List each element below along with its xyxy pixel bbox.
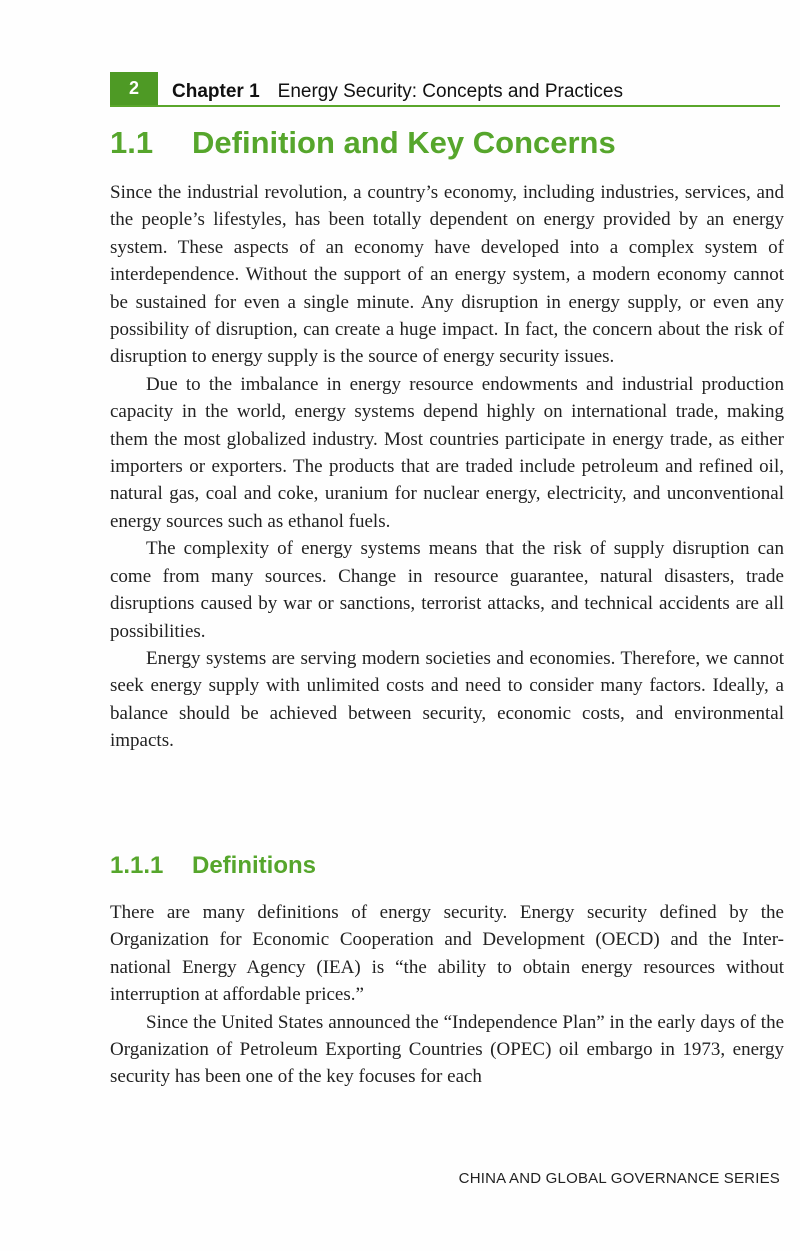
section-title: Definition and Key Concerns [192, 125, 616, 160]
subsection-body [110, 899, 784, 1091]
paragraph: There are many definitions of energy security. Energy security defined by the Organization for Economic Cooperation and Development (OECD) and the Inter-national Energy Agency (IEA) is “the ability to obtain energy resources without interruption at affordable prices.” [110, 902, 784, 1006]
series-footer: CHINA AND GLOBAL GOVERNANCE SERIES [458, 1170, 780, 1187]
subsection-heading [110, 852, 316, 880]
subsection-title: Definitions [192, 852, 316, 879]
section-body [110, 179, 784, 755]
section-heading [110, 125, 616, 161]
chapter-label: Chapter 1 [172, 81, 260, 102]
subsection-number: 1.1.1 [110, 852, 164, 879]
paragraph: Since the industrial revolution, a country’s economy, including industries, services, and the people’s lifestyles, has been totally dependent on energy provided by an energy system. These aspects of an economy have developed into a complex system of interdependence. Without the support of an energy system, a modern economy cannot be sustained for even a single minute. Any disruption in energy supply, or even any possibility of disruption, can create a huge impact. In fact, the concern about the risk of disruption to energy supply is the source of energy security issues. [110, 182, 784, 368]
paragraph: Energy systems are serving modern societies and economies. Therefore, we cannot seek energy supply with unlimited costs and need to consider many factors. Ideally, a balance should be achieved between security, economic costs, and environmental impacts. [110, 647, 784, 752]
chapter-title: Energy Security: Concepts and Practices [277, 81, 623, 102]
running-header [110, 72, 780, 107]
paragraph: The complexity of energy systems means that the risk of supply disruption can come from many sources. Change in resource guarantee, natural disasters, trade disruptions caused by war or sanctions, terrorist attacks, and technical accidents are all possibilities. [110, 538, 784, 642]
paragraph: Due to the imbalance in energy resource endowments and industrial production capacity in the world, energy systems depend highly on international trade, making them the most globalized industry. Most countries participate in energy trade, as either importers or exporters. The products that are traded include petroleum and refined oil, natural gas, coal and coke, uranium for nuclear energy, electricity, and unconventional energy sources such as ethanol fuels. [110, 373, 784, 532]
section-number: 1.1 [110, 125, 154, 160]
paragraph: Since the United States announced the “Independence Plan” in the early days of the Organization of Petroleum Exporting Countries (OPEC) oil embargo in 1973, energy security has been one of the key focuses for each [110, 1011, 784, 1088]
page-number-badge: 2 [110, 72, 158, 105]
